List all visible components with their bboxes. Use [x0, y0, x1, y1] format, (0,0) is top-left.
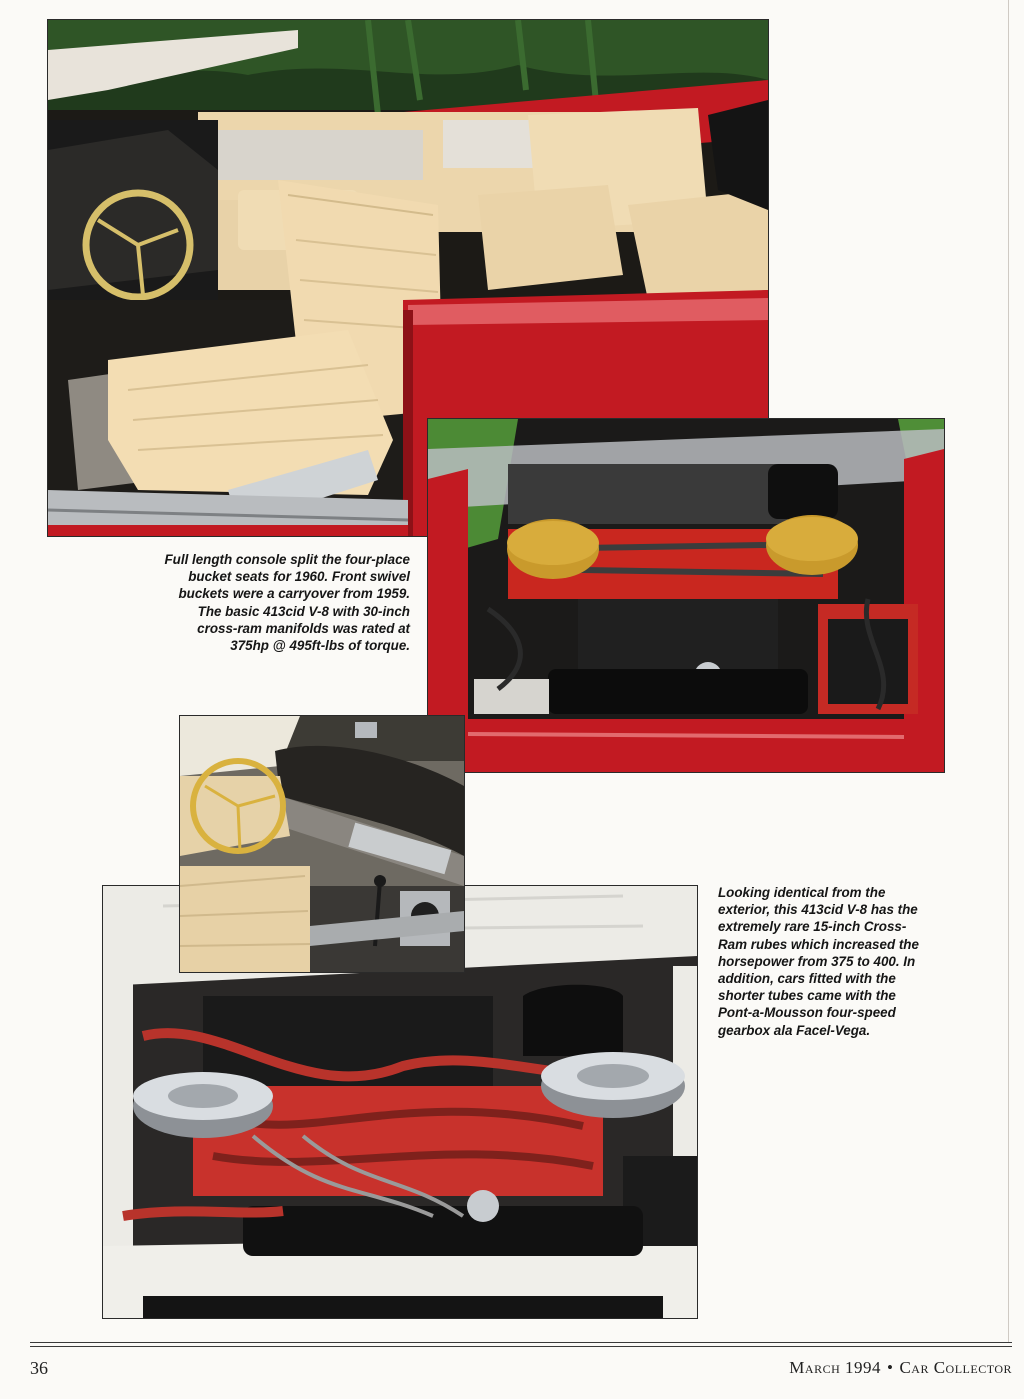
caption-line: buckets were a carryover from 1959. [178, 586, 410, 602]
caption-line: gearbox ala Facel-Vega. [718, 1022, 871, 1038]
crossram-engine-caption [718, 884, 980, 1039]
caption-line: shorter tubes came with the [718, 988, 896, 1004]
caption-line: 375hp @ 495ft-lbs of torque. [230, 638, 410, 654]
footer-rule-bottom [30, 1346, 1012, 1347]
caption-line: addition, cars fitted with the [718, 971, 896, 987]
issue-date: March 1994 [789, 1358, 881, 1377]
caption-line: The basic 413cid V-8 with 30-inch [197, 603, 410, 619]
footer-rule-top [30, 1342, 1012, 1343]
caption-line: exterior, this 413cid V-8 has the [718, 902, 918, 918]
magazine-name: Car Collector [899, 1358, 1012, 1377]
caption-line: extremely rare 15-inch Cross- [718, 919, 907, 935]
engine-bay-photo [428, 419, 944, 772]
caption-line: horsepower from 375 to 400. In [718, 953, 916, 969]
interior-engine-caption [112, 551, 410, 654]
running-footer [789, 1358, 1012, 1378]
caption-line: Ram rubes which increased the [718, 936, 919, 952]
caption-line: Full length console split the four-place [164, 552, 410, 567]
caption-line: Looking identical from the [718, 885, 886, 900]
caption-line: cross-ram manifolds was rated at [197, 620, 410, 636]
caption-line: Pont-a-Mousson four-speed [718, 1005, 896, 1021]
caption-line: bucket seats for 1960. Front swivel [188, 569, 410, 585]
dashboard-photo [180, 716, 464, 972]
page-edge-rule [1008, 0, 1009, 1342]
bullet-separator: • [887, 1358, 894, 1377]
page-number: 36 [30, 1358, 48, 1378]
